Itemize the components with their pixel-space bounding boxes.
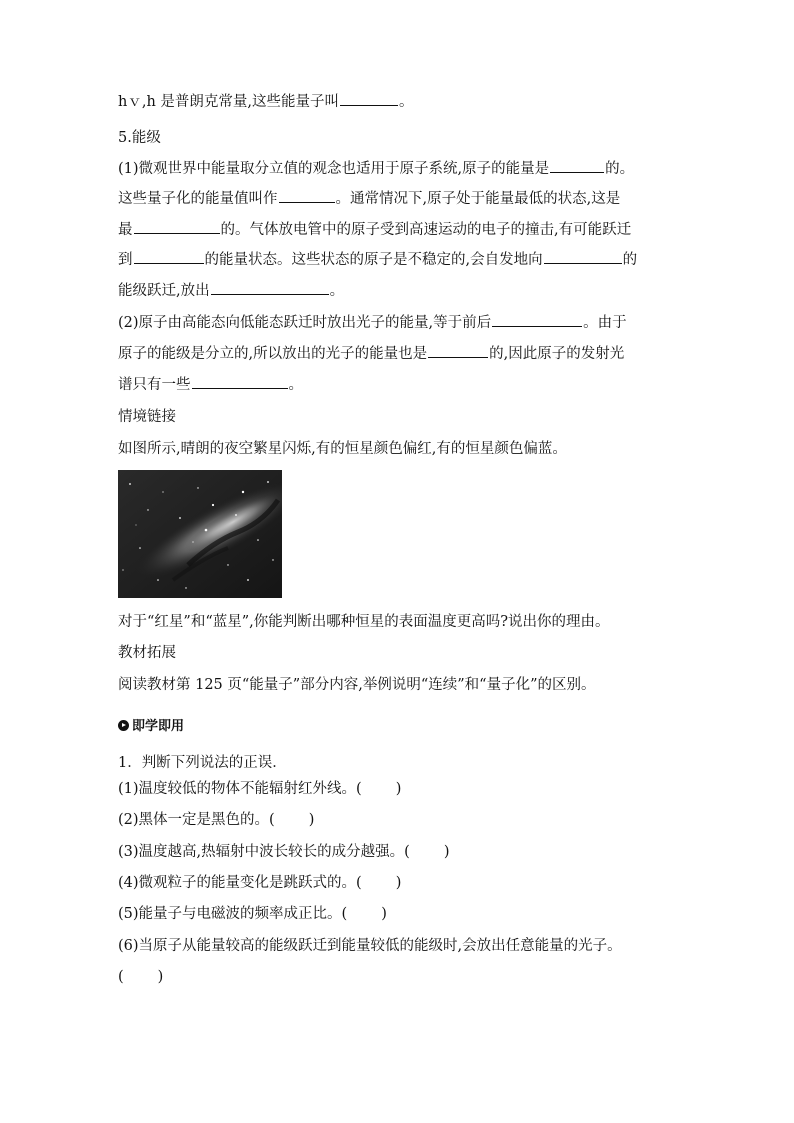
- text-line-6: [118, 250, 637, 269]
- text-line-10: [118, 375, 303, 394]
- text: (: [118, 969, 124, 985]
- text: (2)原子由高能态向低能态跃迁时放出光子的能量,等于前后: [118, 315, 492, 331]
- answer-blank: [492, 313, 582, 327]
- text: (3)温度越高,热辐射中波长较长的成分越强。(: [118, 844, 410, 860]
- text: 。通常情况下,原子处于能量最低的状态,这是: [335, 191, 621, 207]
- answer-blank: [428, 344, 488, 358]
- text: (1)温度较低的物体不能辐射红外线。(: [118, 781, 362, 797]
- answer-blank: [550, 159, 604, 173]
- text-line-9: [118, 344, 624, 363]
- text: (2)黑体一定是黑色的。(: [118, 812, 275, 828]
- text-line-12: [118, 440, 567, 458]
- answer-blank: [279, 189, 335, 203]
- text: 这些量子化的能量值叫作: [118, 191, 278, 207]
- text: 原子的能级是分立的,所以放出的光子的能量也是: [118, 346, 428, 362]
- section-heading-energy-levels: [118, 129, 161, 147]
- statement-6-answer: [118, 968, 163, 986]
- statement-5: [118, 905, 387, 923]
- text-line-5: [118, 220, 631, 239]
- text-line-1: [118, 92, 414, 111]
- text: 阅读教材第 125 页“能量子”部分内容,举例说明“连续”和“量子化”的区别。: [118, 677, 596, 693]
- text: (5)能量子与电磁波的频率成正比。(: [118, 906, 348, 922]
- text: 的: [622, 252, 638, 268]
- answer-blank: [192, 375, 288, 389]
- subheading-context-link: [118, 408, 176, 426]
- answer-blank: [340, 92, 398, 106]
- text: (6)当原子从能量较高的能级跃迁到能量较低的能级时,会放出任意能量的光子。: [118, 938, 622, 954]
- text-line-13: [118, 613, 610, 631]
- text-line-15: [118, 676, 595, 694]
- text: 。: [288, 377, 303, 393]
- text: ): [395, 875, 402, 891]
- text: ): [157, 969, 164, 985]
- text: 的能量状态。这些状态的原子是不稳定的,会自发地向: [204, 252, 543, 268]
- text-line-3: [118, 159, 634, 178]
- answer-blank: [544, 250, 622, 264]
- statement-4: [118, 874, 401, 892]
- statement-3: [118, 843, 449, 861]
- text: 。由于: [583, 315, 627, 331]
- heading-text: 5.能级: [118, 130, 161, 146]
- text: 的。: [605, 161, 635, 177]
- text: (4)微观粒子的能量变化是跳跃式的。(: [118, 875, 362, 891]
- subheading-textbook-extension: [118, 644, 176, 662]
- text: ): [395, 781, 402, 797]
- text: 。: [329, 283, 345, 299]
- answer-blank: [211, 281, 329, 295]
- answer-blank: [134, 220, 220, 234]
- text: 。: [399, 94, 414, 110]
- text-line-8: [118, 313, 627, 332]
- text: 最: [118, 222, 133, 238]
- night-sky-photo: [118, 470, 282, 598]
- statement-1: [118, 780, 401, 798]
- text: hｖ,h 是普朗克常量,这些能量子叫: [118, 94, 340, 110]
- heading-text: 教材拓展: [118, 645, 176, 661]
- text: 能级跃迁,放出: [118, 283, 210, 299]
- text: 对于“红星”和“蓝星”,你能判断出哪种恒星的表面温度更高吗?说出你的理由。: [118, 614, 610, 630]
- answer-blank: [134, 250, 204, 264]
- text-line-7: [118, 281, 344, 300]
- text: (1)微观世界中能量取分立值的观念也适用于原子系统,原子的能量是: [118, 161, 550, 177]
- text: ): [443, 844, 450, 860]
- heading-text: 即学即用: [132, 719, 185, 734]
- text: 1．判断下列说法的正误．: [118, 755, 287, 771]
- statement-2: [118, 811, 314, 829]
- statement-6: [118, 937, 622, 955]
- text: 谱只有一些: [118, 377, 191, 393]
- heading-text: 情境链接: [118, 409, 176, 425]
- text: ): [308, 812, 315, 828]
- text: 的,因此原子的发射光: [489, 346, 625, 362]
- milky-way-image: [118, 470, 282, 598]
- section-practice-now: [118, 718, 184, 736]
- play-circle-icon: [118, 720, 129, 731]
- text: 的。气体放电管中的原子受到高速运动的电子的撞击,有可能跃迁: [220, 222, 632, 238]
- text: 如图所示,晴朗的夜空繁星闪烁,有的恒星颜色偏红,有的恒星颜色偏蓝。: [118, 441, 567, 457]
- question-1-heading: [118, 754, 287, 772]
- text: 到: [118, 252, 133, 268]
- text-line-4: [118, 189, 620, 208]
- text: ): [381, 906, 387, 922]
